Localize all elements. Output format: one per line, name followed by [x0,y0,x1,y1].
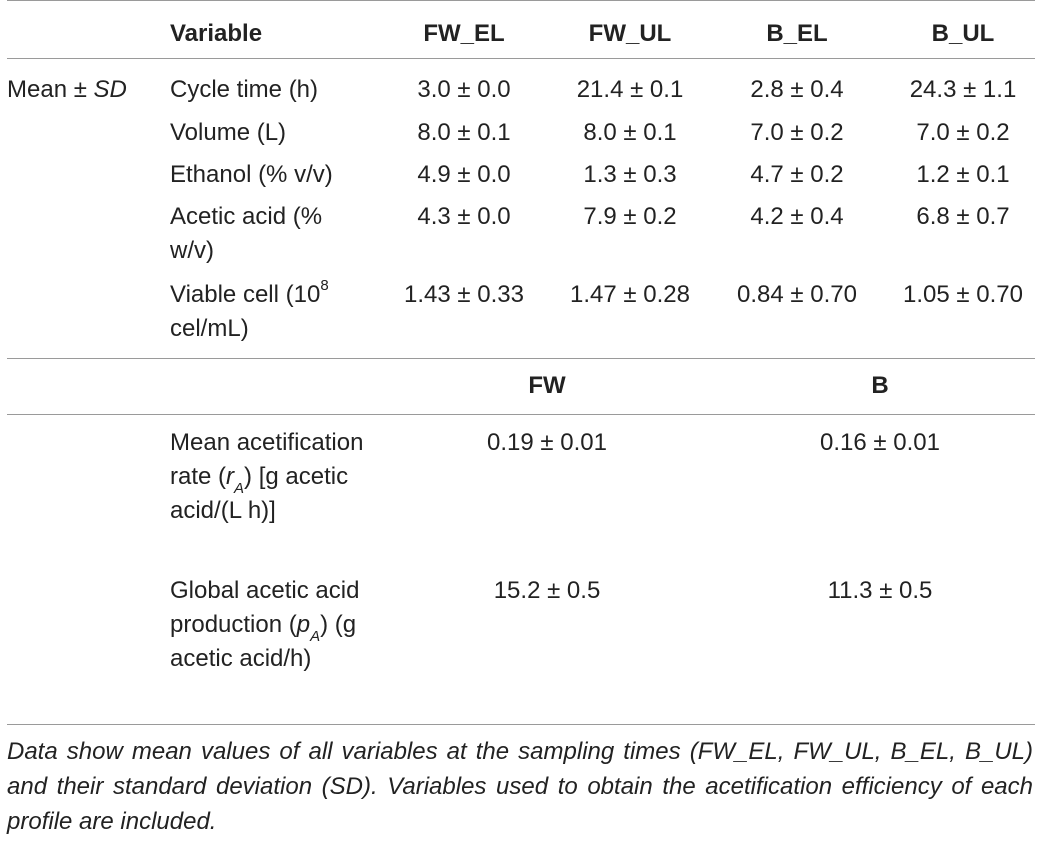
stat-label-sd: SD [93,76,127,103]
row-label-volume: Volume (L) [170,119,287,146]
row-viable-cell-b-el: 0.84 ± 0.70 [737,281,857,308]
row-label-cycle-time: Cycle time (h) [170,76,319,103]
row-label-acetification-rate [170,426,370,528]
header-variable: Variable [170,20,263,47]
acetification-rate-label-part2: ) [g acetic acid/(L h)] [170,463,349,524]
row-volume-b-ul: 7.0 ± 0.2 [916,119,1010,146]
row-ethanol-fw-el: 4.9 ± 0.0 [417,161,511,188]
row-global-production-b: 11.3 ± 0.5 [827,577,933,604]
row-acetic-acid-fw-ul: 7.9 ± 0.2 [583,203,677,230]
acetification-rate-label-sub: A [234,479,245,497]
subheader-rule [7,414,1035,415]
row-viable-cell-fw-el: 1.43 ± 0.33 [404,281,524,308]
row-acetic-acid-b-el: 4.2 ± 0.4 [750,203,844,230]
row-cycle-time-fw-el: 3.0 ± 0.0 [417,76,511,103]
row-acetic-acid-fw-el: 4.3 ± 0.0 [417,203,511,230]
row-global-production-fw: 15.2 ± 0.5 [493,577,601,604]
row-label-ethanol: Ethanol (% v/v) [170,161,333,188]
row-acetification-rate-fw: 0.19 ± 0.01 [487,429,607,456]
row-cycle-time-b-ul: 24.3 ± 1.1 [909,76,1017,103]
row-cycle-time-b-el: 2.8 ± 0.4 [750,76,844,103]
subheader-b: B [871,372,889,399]
bottom-rule [7,724,1035,725]
row-cycle-time-fw-ul: 21.4 ± 0.1 [576,76,684,103]
row-label-global-production [170,574,370,676]
viable-cell-label-part1: Viable cell (10 [170,281,321,308]
stat-label-prefix: Mean ± [7,76,94,103]
subheader-fw: FW [528,372,566,399]
header-col-b-ul: B_UL [931,20,995,47]
row-volume-fw-el: 8.0 ± 0.1 [417,119,511,146]
viable-cell-label-sup: 8 [320,277,329,294]
row-ethanol-fw-ul: 1.3 ± 0.3 [583,161,677,188]
global-production-label-part1: Global acetic acid production ( [170,577,360,638]
table-caption: Data show mean values of all variables at the sampling times (FW_EL, FW_UL, B_EL, B_UL) and their standard deviation (SD). Variables used to obtain the acetification efficiency of each profile are included. [7,738,1033,835]
acetification-rate-label-part1: Mean acetification rate ( [170,429,364,490]
row-acetic-acid-b-ul: 6.8 ± 0.7 [916,203,1010,230]
viable-cell-label-part2: cel/mL) [170,315,249,342]
row-acetification-rate-b: 0.16 ± 0.01 [820,429,940,456]
section-rule [7,358,1035,359]
header-col-fw-el: FW_EL [423,20,505,47]
stat-label [7,73,127,107]
row-label-acetic-acid: Acetic acid (% w/v) [170,203,323,264]
row-volume-fw-ul: 8.0 ± 0.1 [583,119,677,146]
acetification-rate-label-var: r [226,463,235,490]
global-production-label-part2: ) (g acetic acid/h) [170,611,357,672]
row-ethanol-b-ul: 1.2 ± 0.1 [916,161,1010,188]
header-rule [7,58,1035,59]
header-col-b-el: B_EL [766,20,828,47]
global-production-label-sub: A [310,627,321,645]
global-production-label-var: p [296,611,311,638]
row-viable-cell-b-ul: 1.05 ± 0.70 [903,281,1023,308]
row-viable-cell-fw-ul: 1.47 ± 0.28 [570,281,690,308]
row-volume-b-el: 7.0 ± 0.2 [750,119,844,146]
row-label-viable-cell [170,278,360,346]
top-rule [7,0,1035,1]
header-col-fw-ul: FW_UL [588,20,672,47]
row-ethanol-b-el: 4.7 ± 0.2 [750,161,844,188]
